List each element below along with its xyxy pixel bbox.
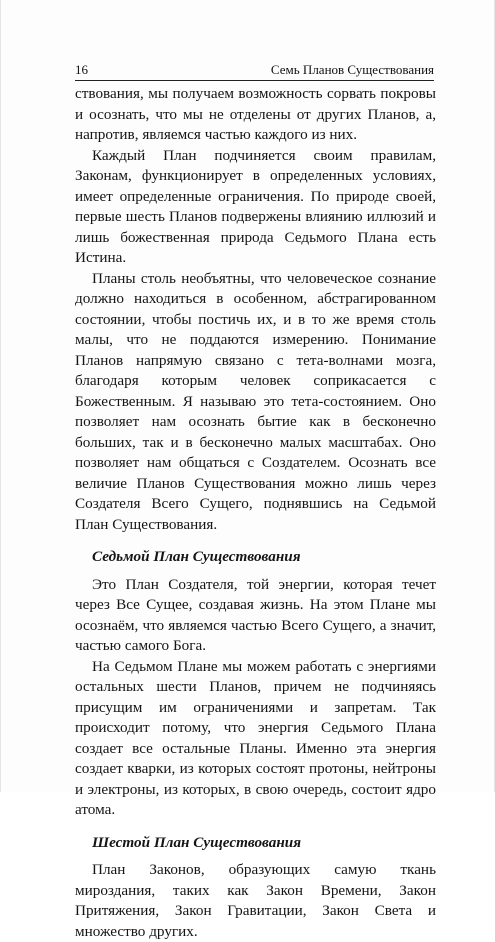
section-heading-seventh-plane: Седьмой План Существования [92, 548, 301, 565]
paragraph: Каждый План подчиняется своим правилам, Законам, функционирует в определенных условиях, имеет определенные ограничения. По природе своей, первые шесть Планов подвержены влиянию иллюзий и лишь божественная природа Седьмого Плана есть Истина. [75, 146, 436, 266]
paragraph: План Законов, образующих самую ткань мироздания, таких как Закон Времени, Закон Притяжения, Закон Гравитации, Закон Света и множество других. [75, 861, 436, 940]
section-heading-sixth-plane: Шестой План Существования [92, 833, 302, 851]
section-gap [75, 535, 436, 547]
paragraph: На Седьмом Плане мы можем работать с энергиями остальных шести Планов, причем не подчиняясь присущим им ограничениями и запретам. Так происходит потому, что энергия Седьмого Плана создает все остальные Планы. Именно эта энергия создает кварки, из которых состоят протоны, нейтроны и электроны, из которых, в свою очередь, состоит ядро атома. [75, 657, 436, 818]
section-gap [75, 821, 436, 833]
heading-gap [75, 568, 436, 575]
running-title: Семь Планов Существования [270, 62, 434, 77]
paragraph-continued: ствования, мы получаем возможность сорвать покровы и осознать, что мы не отделены от других Планов, а, напротив, являемся частью каждого из них. [75, 85, 436, 143]
page-body [75, 84, 436, 942]
page-number: 16 [75, 62, 88, 77]
paragraph: Планы столь необъятны, что человеческое сознание должно находиться в особенном, абстрагированном состоянии, чтобы постичь их, и в то же время столь малы, что не поддаются измерению. Понимание Планов напрямую связано с тета-волнами мозга, благодаря которым человек соприкасается с Божественным. Я называю это тета-состоянием. Оно позволяет нам осознать бытие как в бесконечно больших, так и в бесконечно малых масштабах. Оно позволяет нам общаться с Создателем. Осознать все величие Планов Существования можно лишь через Создателя Всего Сущего, поднявшись на Седьмой План Существования. [75, 269, 436, 533]
paragraph: Это План Создателя, той энергии, которая течет через Все Сущее, создавая жизнь. На этом Плане мы осознаём, что являемся частью Всего Сущего, а значит, частью самого Бога. [75, 575, 436, 654]
heading-gap [75, 853, 436, 860]
header-rule [75, 80, 434, 81]
